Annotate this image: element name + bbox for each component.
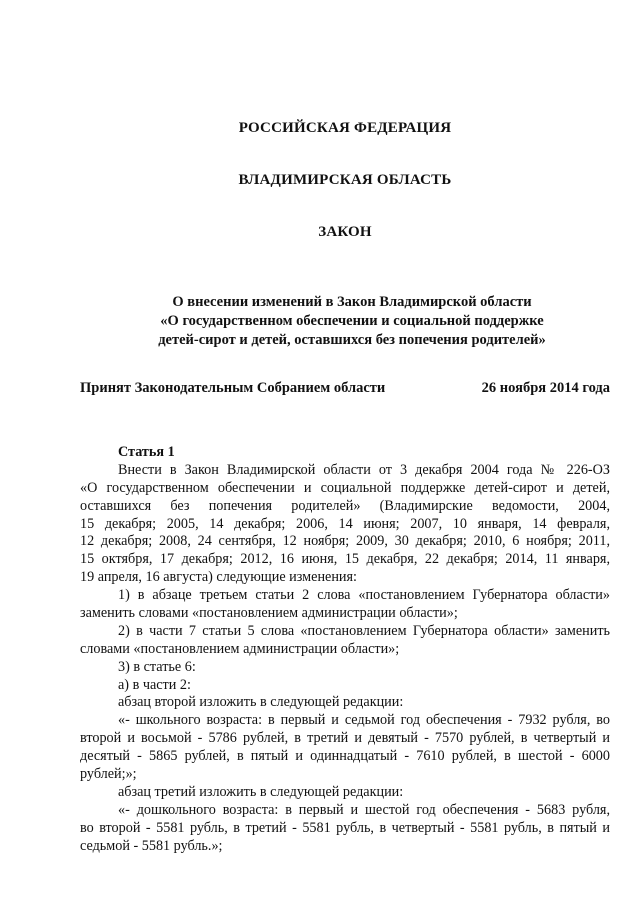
article-heading: Статья 1: [118, 444, 175, 460]
article-line: абзац второй изложить в следующей редакции:: [118, 694, 404, 711]
law-title-line: детей-сирот и детей, оставшихся без попечения родителей»: [158, 332, 546, 348]
article-line: 19 апреля, 16 августа) следующие изменения:: [80, 569, 357, 586]
article-line: а) в части 2:: [118, 676, 191, 693]
article-line: абзац третий изложить в следующей редакции:: [118, 783, 404, 800]
article-line: «- школьного возраста: в первый и седьмой год обеспечения - 7932 рубля, во: [118, 712, 610, 729]
article-line: 12 декабря; 2008, 24 сентября, 12 ноября; 2009, 30 декабря; 2010, 6 ноября; 2011,: [80, 533, 610, 550]
adoption-line: [80, 380, 610, 397]
article-body: [80, 444, 610, 856]
adoption-date: 26 ноября 2014 года: [481, 380, 610, 396]
law-title: [0, 293, 640, 350]
article-line: 1) в абзаце третьем статьи 2 слова «постановлением Губернатора области»: [118, 587, 610, 604]
article-line: 15 декабря; 2005, 14 декабря; 2006, 14 июня; 2007, 10 января, 14 февраля,: [80, 515, 610, 532]
article-line: седьмой - 5581 рубль.»;: [80, 837, 223, 854]
article-line: рублей;»;: [80, 766, 137, 783]
country-heading: РОССИЙСКАЯ ФЕДЕРАЦИЯ: [238, 120, 452, 136]
article-line: «О государственном обеспечении и социальной поддержке детей-сирот и детей,: [80, 479, 610, 496]
law-title-line: «О государственном обеспечении и социальной поддержке: [160, 313, 544, 329]
article-line: оставшихся без попечения родителей» (Владимирские ведомости, 2004,: [80, 497, 610, 514]
article-line: второй и восьмой - 5786 рублей, в третий и девятый - 7570 рублей, в четвертый и: [80, 730, 610, 747]
article-line: во второй - 5581 рубль, в третий - 5581 рубль, в четвертый - 5581 рубль, в пятый и: [80, 819, 610, 836]
document-type-heading: ЗАКОН: [318, 224, 372, 240]
article-line: «- дошкольного возраста: в первый и шестой год обеспечения - 5683 рубля,: [118, 801, 610, 818]
article-line: заменить словами «постановлением администрации области»;: [80, 605, 458, 622]
region-heading: ВЛАДИМИРСКАЯ ОБЛАСТЬ: [238, 172, 452, 188]
article-line: Внести в Закон Владимирской области от 3 декабря 2004 года № 226-ОЗ: [118, 461, 610, 478]
adopted-by: Принят Законодательным Собранием области: [80, 380, 386, 396]
law-title-line: О внесении изменений в Закон Владимирской области: [172, 294, 532, 310]
article-line: словами «постановлением администрации области»;: [80, 640, 400, 657]
article-line: десятый - 5865 рублей, в пятый и одиннадцатый - 7610 рублей, в шестой - 6000: [80, 748, 610, 765]
article-line: 3) в статье 6:: [118, 658, 196, 675]
article-line: 2) в части 7 статьи 5 слова «постановлением Губернатора области» заменить: [118, 622, 610, 639]
article-line: 15 октября, 17 декабря; 2012, 16 июня, 15 декабря, 22 декабря; 2014, 11 января,: [80, 551, 610, 568]
article-text: [80, 462, 610, 856]
